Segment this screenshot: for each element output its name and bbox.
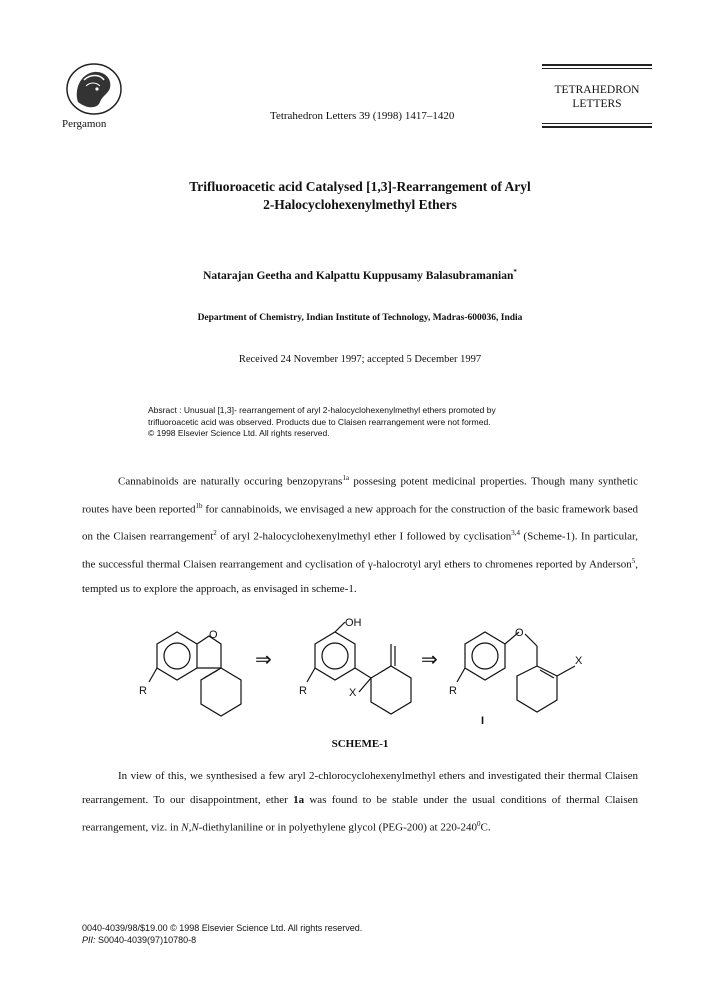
scheme-label-o1: O [209,629,218,641]
abstract-line2: trifluoroacetic acid was observed. Products due to Claisen rearrangement were not formed. [148,416,491,427]
scheme-label-compound-I: I [481,715,485,727]
scheme-1-figure [135,618,615,728]
authors [100,268,620,282]
affiliation: Department of Chemistry, Indian Institute of Technology, Madras-600036, India [197,313,523,323]
abstract-copyright: © 1998 Elsevier Science Ltd. All rights reserved. [148,428,330,438]
p1-text-f: , tempted us to explore the approach, as envisaged in scheme-1. [82,558,638,595]
abstract [148,405,568,440]
footer-pii [82,934,362,946]
scheme-label-r1: R [139,685,147,697]
scheme-arrow-2: ⇒ [421,649,438,671]
title-line1: Trifluoroacetic acid Catalysed [1,3]-Rearrangement of Aryl [189,179,531,194]
p2-text-a: In view of this, we synthesised a few aryl 2-chlorocyclohexenylmethyl ethers and investigated their thermal Claisen rearrangement. To our disappointment, ether [82,770,638,806]
journal-title [542,83,652,111]
journal-title-line1: TETRAHEDRON [554,84,640,96]
pii-value: S0040-4039(97)10780-8 [95,935,197,945]
journal-title-box [542,64,652,130]
title-line2: 2-Halocyclohexenylmethyl Ethers [263,197,457,212]
author-names: Natarajan Geetha and Kalpattu Kuppusamy Balasubramanian [203,269,514,282]
structure-chromene [149,632,241,716]
scheme-label-r3: R [449,685,457,697]
ref-5: 5 [631,556,636,565]
article-title [100,178,620,214]
scheme-label-r2: R [299,685,307,697]
p1-text-b: possesing potent medicinal properties. Though many synthetic routes have been reported [82,475,638,516]
p1-text-d: of aryl 2-halocyclohexenylmethyl ether I followed by cyclisation [216,530,512,543]
journal-title-line2: LETTERS [572,98,622,110]
top-rule-thin [542,68,652,69]
p2-text-c: was found to be stable under the usual conditions of thermal Claisen rearrangement, viz. in [82,794,638,834]
compound-1a: 1a [293,794,305,806]
publisher-name: Pergamon [62,118,107,130]
pergamon-logo [64,62,124,116]
abstract-line1: Absract : Unusual [1,3]- rearrangement of aryl 2-halocyclohexenylmethyl ethers promoted by [148,405,496,415]
p2-italic-nn: N,N [181,821,199,834]
footer-copyright: 0040-4039/98/$19.00 © 1998 Elsevier Science Ltd. All rights reserved. [82,923,363,933]
p2-text-g: C. [480,821,491,834]
corresponding-mark: * [513,268,517,276]
p1-text-c: for cannabinoids, we envisaged a new approach for the construction of the basic framework based on the Claisen rearrangement [82,503,639,543]
bottom-rule [542,126,652,128]
structure-phenol [307,622,411,714]
p2-text-e: -diethylaniline or in polyethylene glycol (PEG-200) at 220-240 [198,821,478,834]
top-rule [542,64,652,66]
ref-1b: 1b [195,501,203,510]
ref-2: 2 [213,529,217,538]
structure-ether-I [457,632,575,712]
p1-text-a: Cannabinoids are naturally occuring benzopyrans [118,475,343,488]
received-dates: Received 24 November 1997; accepted 5 December 1997 [238,354,482,365]
paragraph-2 [82,764,638,840]
scheme-label-x3: X [575,655,583,667]
scheme-label-x2: X [349,687,357,699]
ref-3-4: 3,4 [511,529,520,538]
scheme-arrow-1: ⇒ [255,649,272,671]
scheme-label-o3: O [515,627,524,639]
footer [82,922,362,946]
bottom-rule-thin [542,123,652,124]
scheme-label-oh: OH [345,618,362,629]
journal-citation: Tetrahedron Letters 39 (1998) 1417–1420 [270,110,455,122]
ref-1a: 1a [342,474,350,482]
p1-text-e: (Scheme-1). In particular, the successful thermal Claisen rearrangement and cyclisation of γ-halocrotyl aryl ethers to chromenes reported by Anderson [82,530,638,571]
paragraph-1 [82,466,638,601]
degree-mark: 0 [477,820,481,828]
pii-label: PII: [82,935,96,945]
scheme-caption: SCHEME-1 [331,738,389,750]
